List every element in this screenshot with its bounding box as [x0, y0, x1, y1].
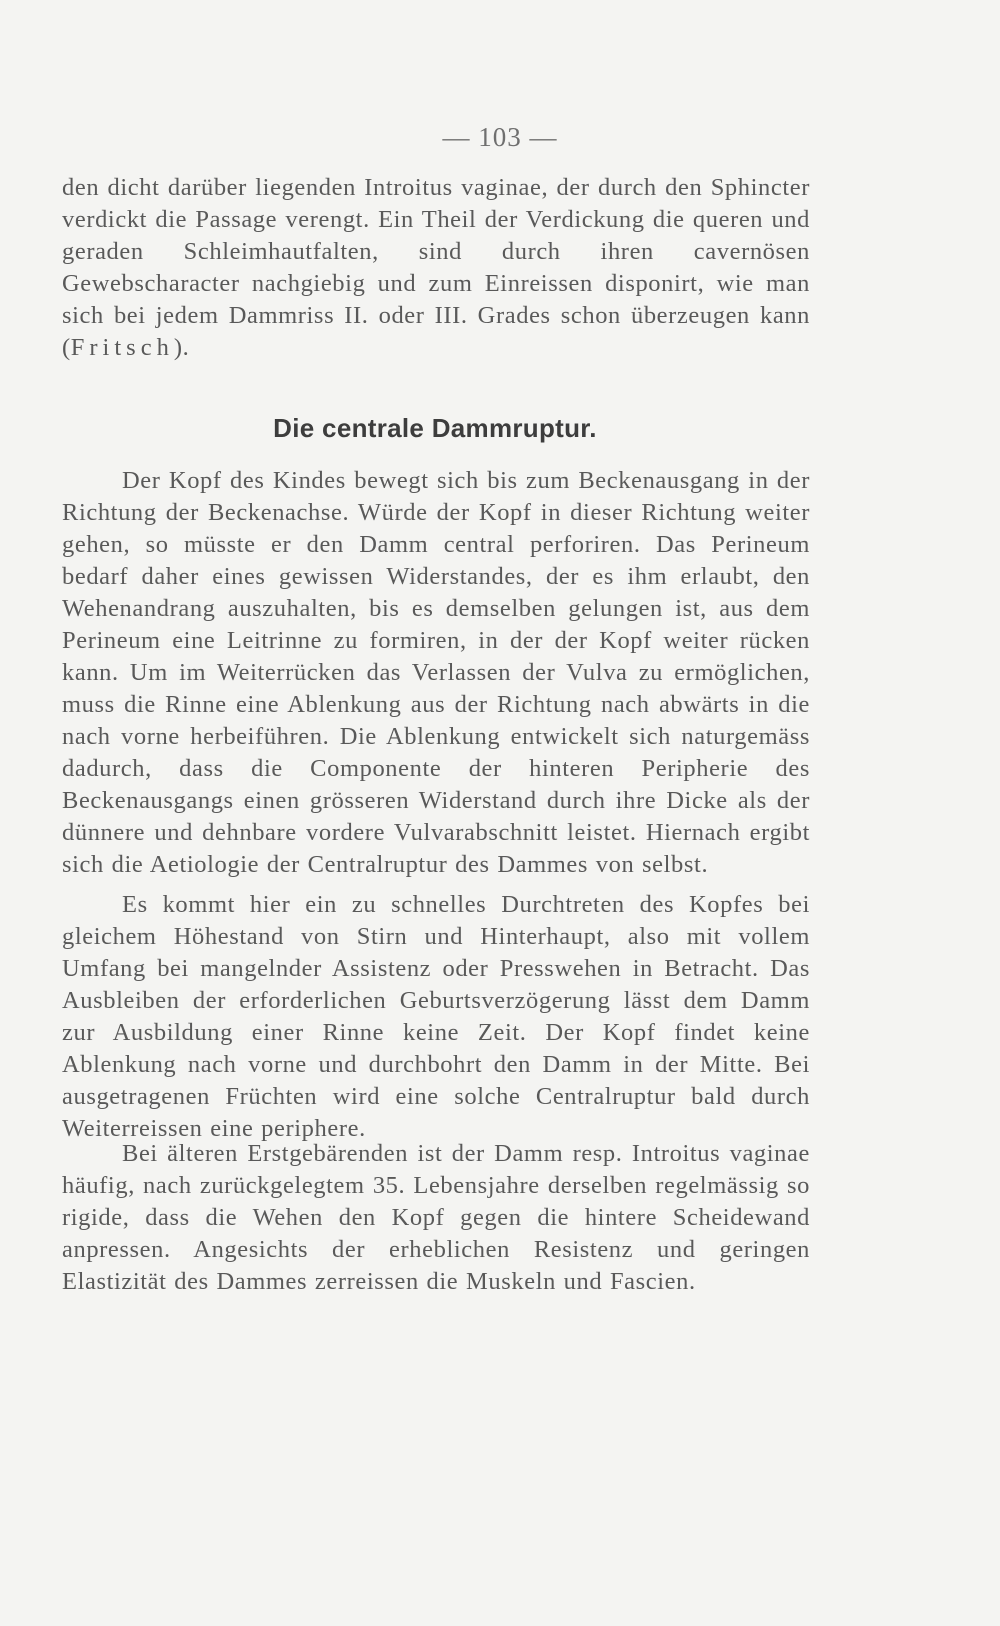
paragraph-2	[62, 465, 810, 881]
section-heading: Die centrale Dammruptur.	[273, 413, 597, 443]
paragraph-text: Es kommt hier ein zu schnelles Durchtreten des Kopfes bei gleichem Höhestand von Stirn und Hinterhaupt, also mit vollem Umfang bei mangelnder Assistenz oder Presswehen in Betracht. Das Ausbleiben der erforderlichen Geburtsverzögerung lässt dem Damm zur Ausbildung einer Rinne keine Zeit. Der Kopf findet keine Ablenkung nach vorne und durchbohrt den Damm in der Mitte. Bei ausgetragenen Früchten wird eine solche Centralruptur bald durch Weiterreissen eine periphere.	[62, 891, 810, 1142]
paragraph-text-after-name: ).	[173, 334, 190, 361]
paragraph-4	[62, 1138, 810, 1298]
paragraph-text	[62, 172, 810, 364]
author-name: Fritsch	[70, 334, 174, 361]
paragraph-text: Der Kopf des Kindes bewegt sich bis zum Beckenausgang in der Richtung der Beckenachse. Würde der Kopf in dieser Richtung weiter gehen, so müsste er den Damm central perforiren. Das Perineum bedarf daher eines gewissen Widerstandes, der es ihm erlaubt, den Wehenandrang auszuhalten, bis es demselben gelungen ist, aus dem Perineum eine Leitrinne zu formiren, in der der Kopf weiter rücken kann. Um im Weiterrücken das Verlassen der Vulva zu ermöglichen, muss die Rinne eine Ablenkung aus der Richtung nach abwärts in die nach vorne herbeiführen. Die Ablenkung entwickelt sich naturgemäss dadurch, dass die Componente der hinteren Peripherie des Beckenausgangs einen grösseren Widerstand durch ihre Dicke als der dünnere und dehnbare vordere Vulvarabschnitt leistet. Hiernach ergibt sich die Aetiologie der Centralruptur des Dammes von selbst.	[62, 467, 810, 878]
page-number: — 103 —	[442, 122, 558, 152]
paragraph-continuation	[62, 172, 810, 364]
paragraph-3	[62, 889, 810, 1145]
paragraph-text: Bei älteren Erstgebärenden ist der Damm resp. Introitus vaginae häufig, nach zurückgelegtem 35. Lebensjahre derselben regelmässig so rigide, dass die Wehen den Kopf gegen die hintere Scheidewand anpressen. Angesichts der erheblichen Resistenz und geringen Elastizität des Dammes zerreissen die Muskeln und Fascien.	[62, 1140, 810, 1295]
paragraph-text-before-name: den dicht darüber liegenden Introitus vaginae, der durch den Sphincter verdickt die Passage verengt. Ein Theil der Verdickung die queren und geraden Schleimhautfalten, sind durch ihren cavernösen Gewebscharacter nachgiebig und zum Einreissen disponirt, wie man sich bei jedem Dammriss II. oder III. Grades schon überzeugen kann (	[62, 174, 810, 361]
